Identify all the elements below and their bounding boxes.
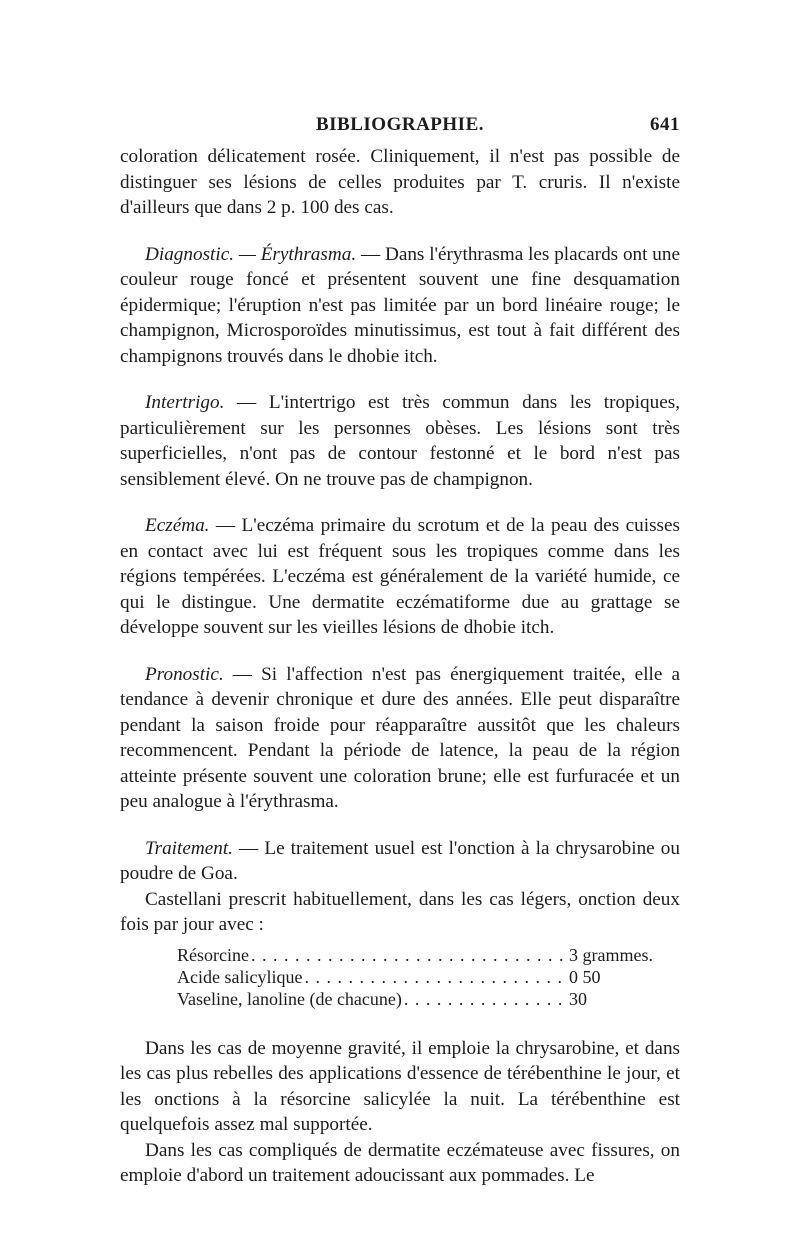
paragraph-castellani: Castellani prescrit habituellement, dans les cas légers, onction deux fois par jour avec : (120, 888, 680, 935)
ingredient-name: Acide salicylique (177, 966, 303, 987)
paragraph-text: — L'eczéma primaire du scrotum et de la peau des cuisses en contact avec lui est fréquent sous les tropiques comme dans les régions tempérées. L'eczéma est généralement de la variété humide, ce qui le distingue. Une dermatite eczématiforme due au grattage se développe souvent sur les vieilles lésions de dhobie itch. (120, 515, 680, 638)
ingredient-quantity: 0 50 (569, 966, 601, 987)
book-page (120, 110, 680, 1189)
paragraph-moyenne-gravite: Dans les cas de moyenne gravité, il emploie la chrysarobine, et dans les cas plus rebelles des applications d'essence de térébenthine le jour, et les onctions à la résorcine salicylée la nuit. La térébenthine est quelquefois assez mal supportée. (120, 1037, 680, 1135)
paragraph-cas-compliques: Dans les cas compliqués de dermatite eczémateuse avec fissures, on emploie d'abord un traitement adoucissant aux pommades. Le (120, 1139, 680, 1186)
prescription-list (177, 944, 689, 1010)
ingredient-name: Résorcine (177, 944, 249, 965)
section-lead-intertrigo: Intertrigo. (145, 392, 225, 413)
paragraph-traitement (120, 836, 680, 887)
paragraph-text: — Si l'affection n'est pas énergiquement traitée, elle a tendance à devenir chronique et dure des années. Elle peut disparaître pendant la saison froide pour réapparaître aussitôt que les chaleurs recommencent. Pendant la période de latence, la peau de la région atteinte présente souvent une coloration brune; elle est furfuracée et un peu analogue à l'érythrasma. (120, 663, 680, 812)
paragraph-pronostic (120, 662, 680, 815)
ingredient-quantity: 30 (569, 988, 587, 1009)
paragraph-text: — Dans l'érythrasma les placards ont une couleur rouge foncé et présentent souvent une fine desquamation épidermique; l'éruption n'est pas limitée par un bord linéaire rouge; le champignon, Microsporoïdes minutissimus, est tout à fait différent des champignons trouvés dans le dhobie itch. (120, 243, 681, 367)
section-lead-eczema: Eczéma. (145, 515, 210, 536)
dot-leader (404, 988, 565, 1010)
running-title: BIBLIOGRAPHIE. (315, 114, 484, 135)
paragraph-continuation: coloration délicatement rosée. Cliniquement, il n'est pas possible de distinguer ses lésions de celles produites par T. cruris. Il n'existe d'ailleurs que dans 2 p. 100 des cas. (120, 146, 680, 218)
section-lead-traitement: Traitement. (145, 837, 233, 859)
ingredient-name: Vaseline, lanoline (de chacune) (177, 988, 402, 1009)
section-lead-pronostic: Pronostic. (145, 663, 224, 685)
running-header (120, 110, 680, 140)
section-lead-diagnostic: Diagnostic. — Érythrasma. (145, 243, 357, 265)
ingredient-quantity: 3 grammes. (569, 944, 653, 965)
dot-leader (251, 944, 565, 966)
page-number: 641 (650, 114, 680, 135)
prescription-row (177, 966, 689, 988)
prescription-row (177, 988, 689, 1010)
dot-leader (304, 966, 565, 988)
paragraph-intertrigo (120, 390, 680, 492)
paragraph-eczema (120, 513, 680, 641)
paragraph-text: — L'intertrigo est très commun dans les tropiques, particulièrement sur les personnes obèses. Les lésions sont très superficielles, n'ont pas de contour festonné et le bord n'est pas sensiblement élevé. On ne trouve pas de champignon. (120, 392, 680, 490)
prescription-row (177, 944, 689, 966)
paragraph-text: — Le traitement usuel est l'onction à la chrysarobine ou poudre de Goa. (120, 837, 680, 884)
paragraph-diagnostic (120, 242, 680, 370)
